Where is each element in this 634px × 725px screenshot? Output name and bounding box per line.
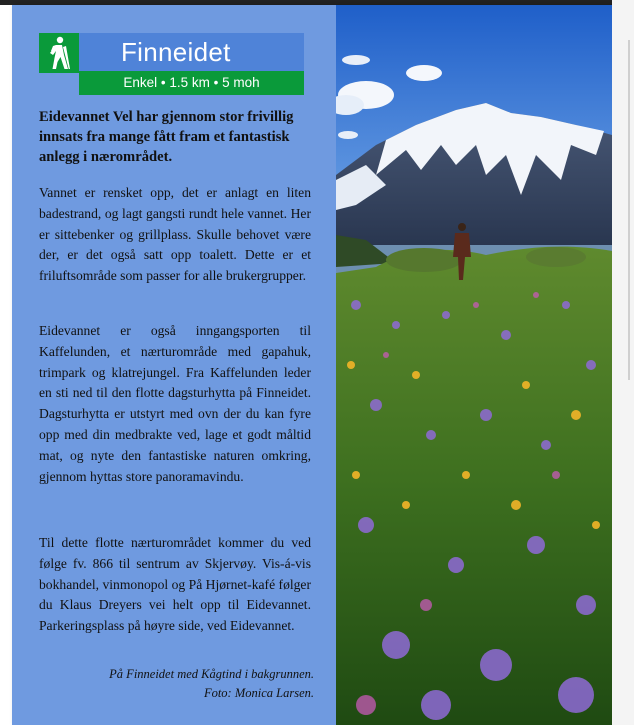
hiker-icon xyxy=(39,33,79,73)
route-badge xyxy=(39,33,304,95)
text-column xyxy=(12,5,336,725)
caption-line-1: På Finneidet med Kågtind i bakgrunnen. xyxy=(109,667,314,681)
route-title: Finneidet xyxy=(121,37,231,67)
photo-caption xyxy=(44,665,314,703)
caption-line-2: Foto: Monica Larsen. xyxy=(203,686,314,700)
adjacent-page-fold xyxy=(628,40,630,380)
route-info: Enkel • 1.5 km • 5 moh xyxy=(79,71,304,95)
body-paragraph-3: Til dette flotte nærturområdet kommer du ved følge fv. 866 til sentrum av Skjervøy. Vis-á-vis bokhandel, vinmonopol og På Hjørnet-kafé følger du Klaus Dreyers vei helt opp til Eidevannet. Parkeringsplass på høyre side, ved Eidevannet. xyxy=(39,535,311,634)
adjacent-page-edge xyxy=(612,0,634,725)
landscape-photo xyxy=(336,5,612,725)
body-paragraph-1: Vannet er rensket opp, det er anlagt en liten badestrand, og lagt gangsti rundt hele vannet. Her er sittebenker og grillplass. Skulle behovet være der, er det også satt opp toalett. Dette er et friluftsområde som passer for alle brukergrupper. xyxy=(39,185,311,284)
body-paragraph-2: Eidevannet er også inngangsporten til Kaffelunden, et nærturområde med gapahuk, trimpark og klatrejungel. Fra Kaffelunden leder en sti ned til den flotte dagsturhytta på Finneidet. Dagsturhytta er utstyrt med ovn der du kan fyre opp med din medbrakte ved, lage et godt måltid mat, og nyte den fantastiske naturen omkring, gjennom hyttas store panoramavindu. xyxy=(39,323,311,484)
lead-paragraph: Eidevannet Vel har gjennom stor frivillig innsats fra mange fått fram et fantastisk anlegg i nærområdet. xyxy=(39,109,294,165)
brochure-page xyxy=(12,5,612,725)
